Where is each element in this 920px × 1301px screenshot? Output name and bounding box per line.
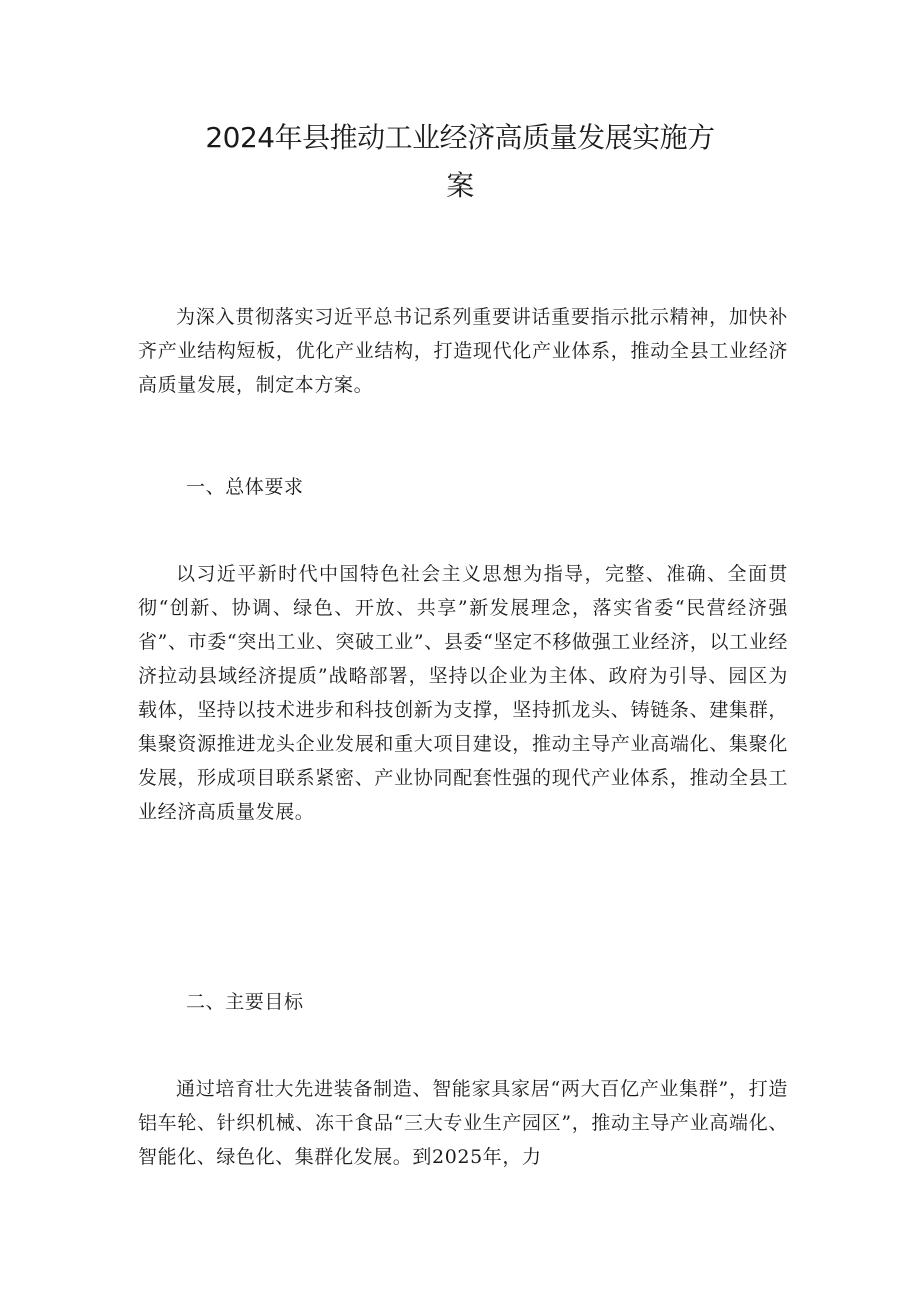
- document-title-line-2: 案: [446, 169, 474, 202]
- section-heading-general-requirements: 一、总体要求: [186, 476, 304, 498]
- document-title-line-1: 2024年县推动工业经济高质量发展实施方: [205, 121, 715, 154]
- intro-paragraph: 为深入贯彻落实习近平总书记系列重要讲话重要指示批示精神，加快补齐产业结构短板，优化产业结构，打造现代化产业体系，推动全县工业经济高质量发展，制定本方案。: [138, 306, 788, 396]
- section-heading-main-goals: 二、主要目标: [186, 991, 304, 1013]
- document-title: [150, 114, 770, 210]
- section-body-main-goals: 通过培育壮大先进装备制造、智能家具家居“两大百亿产业集群”，打造铝车轮、针织机械、冻干食品“三大专业生产园区”，推动主导产业高端化、智能化、绿色化、集群化发展。到2025年，力: [138, 1078, 788, 1168]
- section-body-general-requirements: 以习近平新时代中国特色社会主义思想为指导，完整、准确、全面贯彻“创新、协调、绿色、开放、共享”新发展理念，落实省委“民营经济强省”、市委“突出工业、突破工业”、县委“坚定不移做强工业经济，以工业经济拉动县域经济提质”战略部署，坚持以企业为主体、政府为引导、园区为载体，坚持以技术进步和科技创新为支撑，坚持抓龙头、铸链条、建集群，集聚资源推进龙头企业发展和重大项目建设，推动主导产业高端化、集聚化发展，形成项目联系紧密、产业协同配套性强的现代产业体系，推动全县工业经济高质量发展。: [138, 563, 788, 823]
